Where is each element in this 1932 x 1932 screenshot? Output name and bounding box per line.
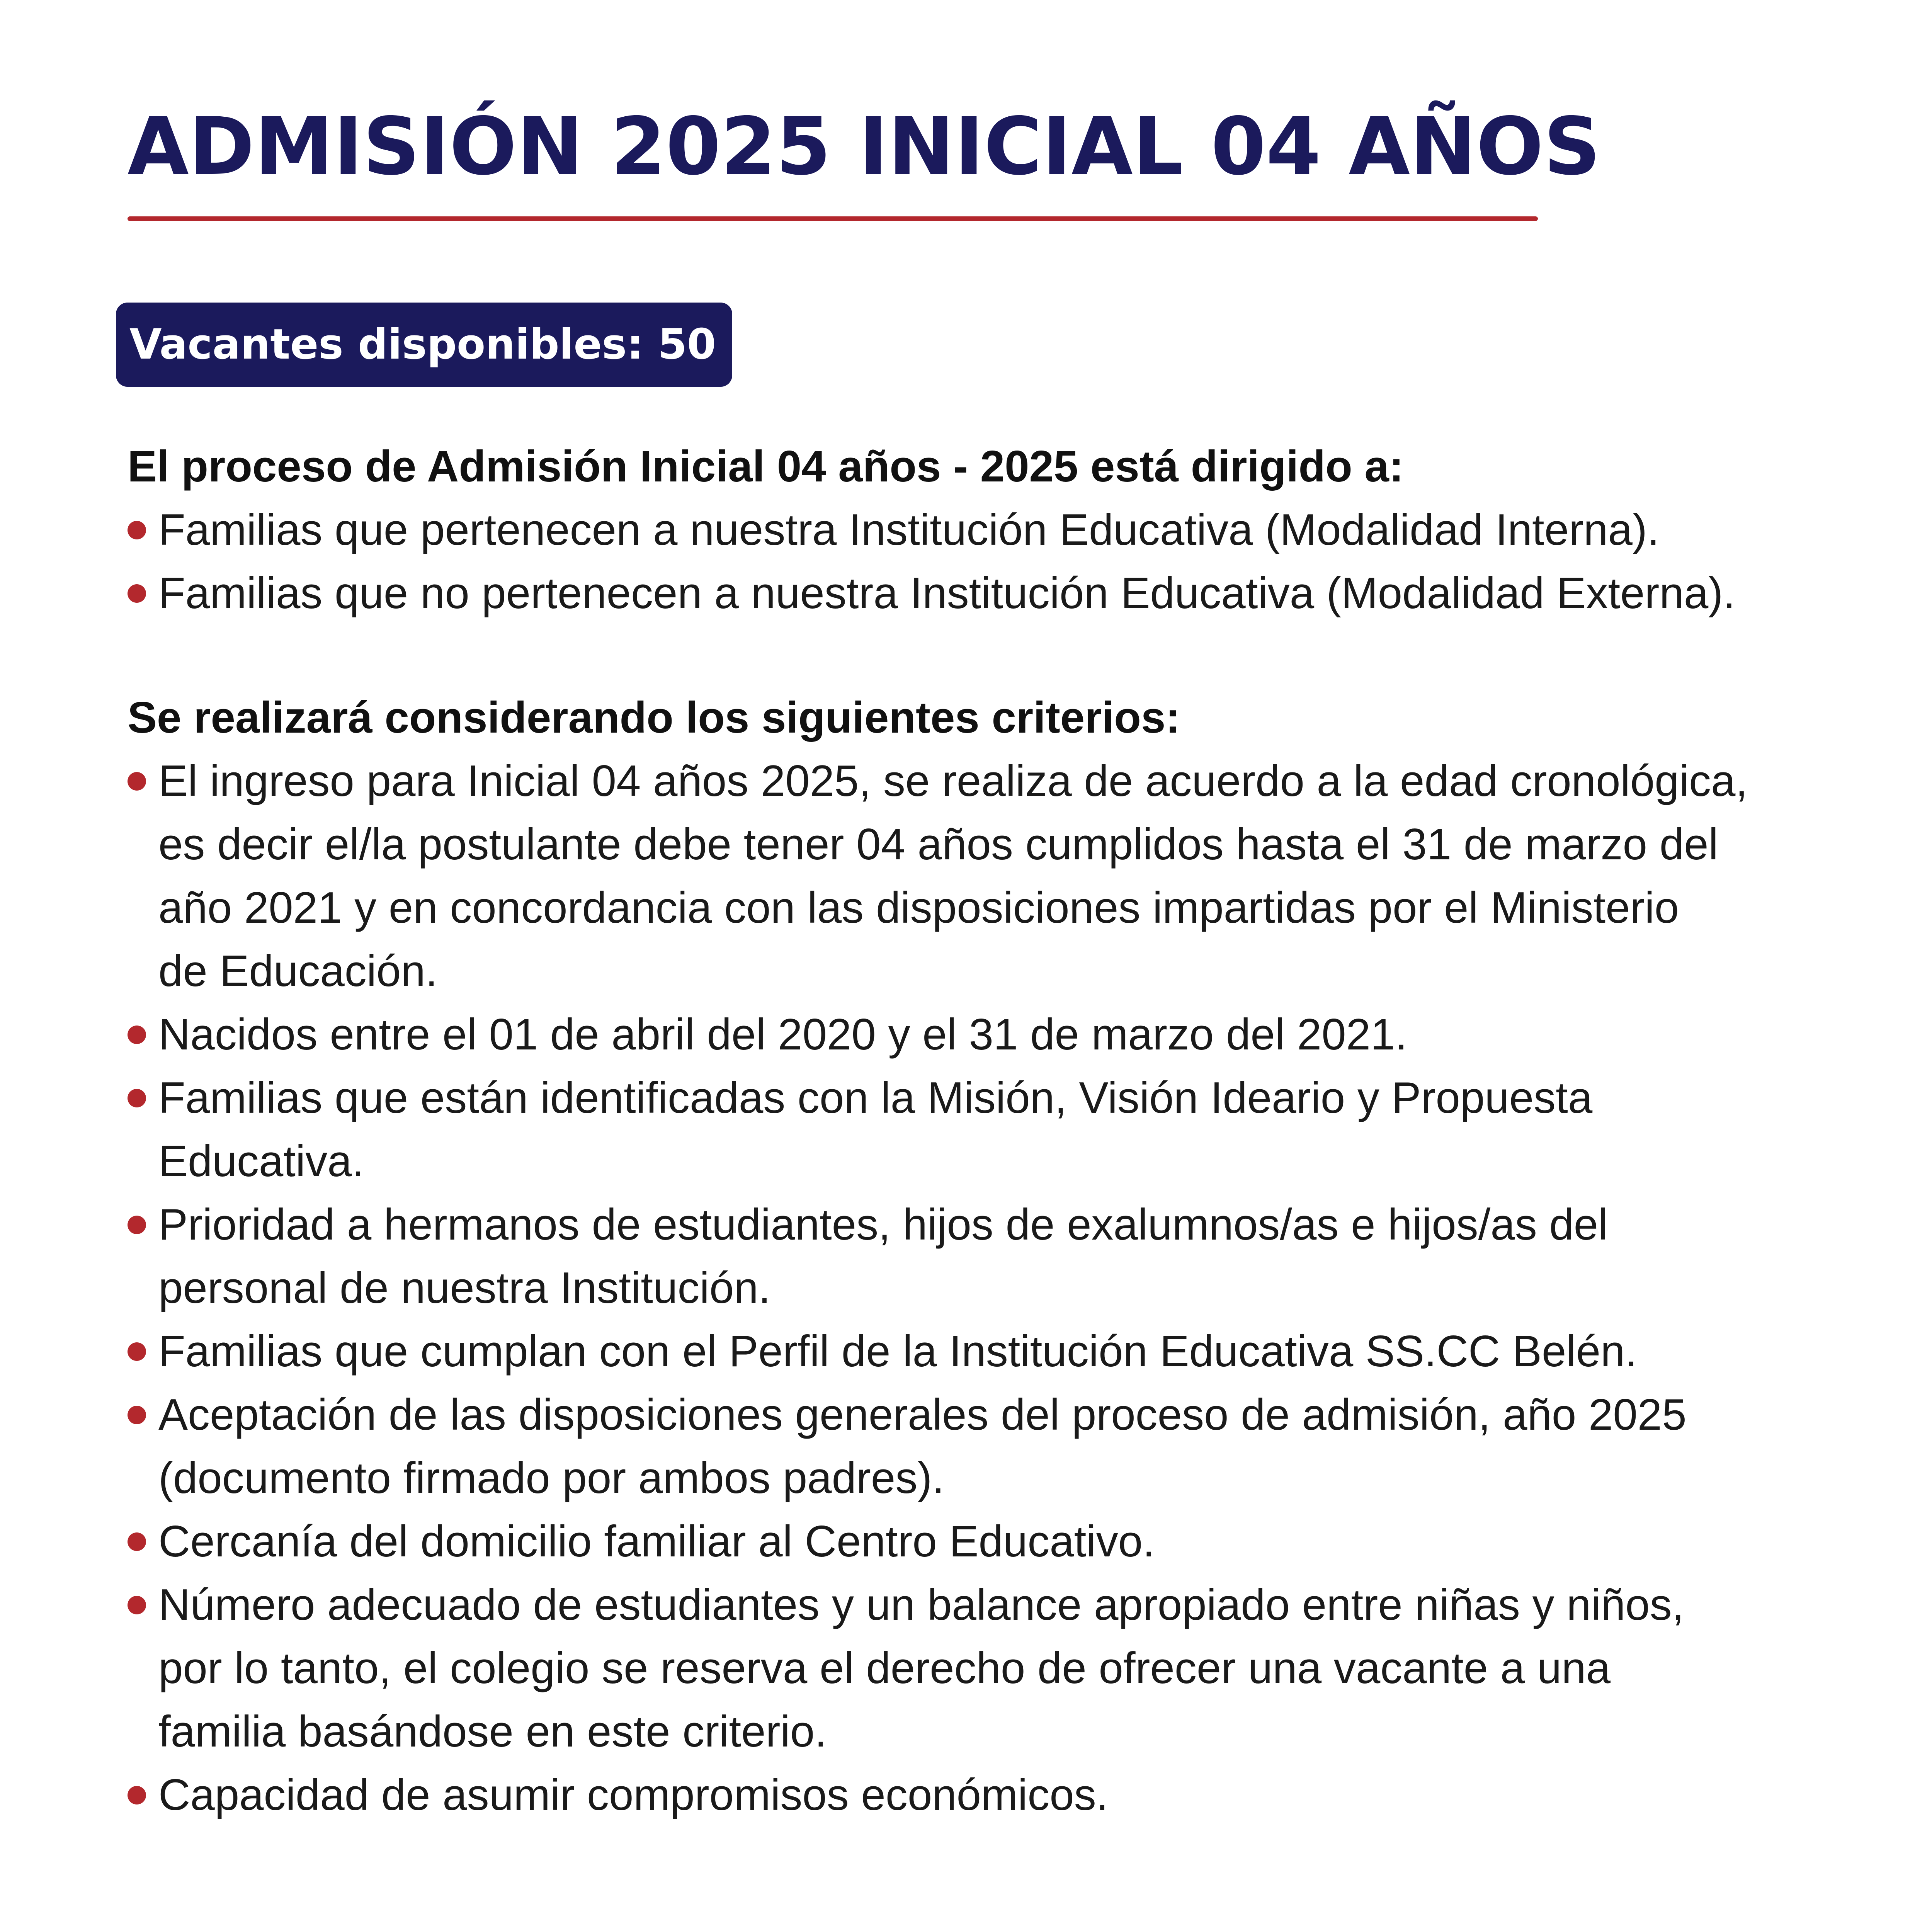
list-item [128,1510,1932,1573]
bullet-dot-icon [128,1406,146,1424]
list-item [128,562,1932,625]
list-item-text: El ingreso para Inicial 04 años 2025, se realiza de acuerdo a la edad cronológica, [158,757,1748,806]
criteria-section [128,686,1932,1827]
list-item-text: Aceptación de las disposiciones generales del proceso de admisión, año 2025 [158,1390,1687,1439]
bullet-dot-icon [128,1089,146,1107]
list-item [128,1320,1932,1383]
list-item-text: Familias que cumplan con el Perfil de la Institución Educativa SS.CC Belén. [158,1327,1638,1376]
criteria-heading: Se realizará considerando los siguientes criterios: [128,693,1180,742]
bullet-dot-icon [128,1216,146,1234]
list-item [128,1764,1932,1827]
vacancies-badge: Vacantes disponibles: 50 [116,303,732,387]
list-item [128,1573,1932,1764]
bullet-dot-icon [128,584,146,603]
list-item [128,498,1932,562]
bullet-dot-icon [128,1342,146,1361]
page-title: ADMISIÓN 2025 INICIAL 04 AÑOS [128,101,1601,193]
list-item-text: (documento firmado por ambos padres). [158,1454,944,1503]
bullet-dot-icon [128,772,146,791]
list-item [128,1383,1932,1510]
list-item [128,750,1932,1003]
criteria-list [128,750,1932,1827]
list-item-text: Familias que están identificadas con la Misión, Visión Ideario y Propuesta [158,1073,1593,1122]
target-list [128,498,1932,625]
bullet-dot-icon [128,1596,146,1614]
bullet-dot-icon [128,1786,146,1804]
title-underline [128,216,1538,221]
list-item-text: Número adecuado de estudiantes y un balance apropiado entre niñas y niños, [158,1580,1684,1629]
list-item-text: familia basándose en este criterio. [158,1707,827,1756]
list-item-text: año 2021 y en concordancia con las disposiciones impartidas por el Ministerio [158,883,1679,932]
list-item-text: Educativa. [158,1137,364,1186]
bullet-dot-icon [128,1532,146,1551]
list-item-text: por lo tanto, el colegio se reserva el derecho de ofrecer una vacante a una [158,1644,1611,1693]
list-item-text: Familias que pertenecen a nuestra Institución Educativa (Modalidad Interna). [158,505,1660,554]
bullet-dot-icon [128,1026,146,1044]
list-item-text: Capacidad de asumir compromisos económicos. [158,1770,1109,1820]
list-item-text: Prioridad a hermanos de estudiantes, hijos de exalumnos/as e hijos/as del [158,1200,1608,1249]
list-item [128,1066,1932,1193]
list-item [128,1193,1932,1320]
list-item-text: es decir el/la postulante debe tener 04 años cumplidos hasta el 31 de marzo del [158,820,1718,869]
list-item-text: Nacidos entre el 01 de abril del 2020 y el 31 de marzo del 2021. [158,1010,1408,1059]
list-item-text: Cercanía del domicilio familiar al Centro Educativo. [158,1517,1155,1566]
list-item-text: personal de nuestra Institución. [158,1264,771,1313]
list-item [128,1003,1932,1066]
target-section [128,435,1932,625]
list-item-text: Familias que no pertenecen a nuestra Institución Educativa (Modalidad Externa). [158,569,1735,618]
bullet-dot-icon [128,521,146,539]
list-item-text: de Educación. [158,947,438,996]
target-heading: El proceso de Admisión Inicial 04 años - 2025 está dirigido a: [128,442,1404,491]
